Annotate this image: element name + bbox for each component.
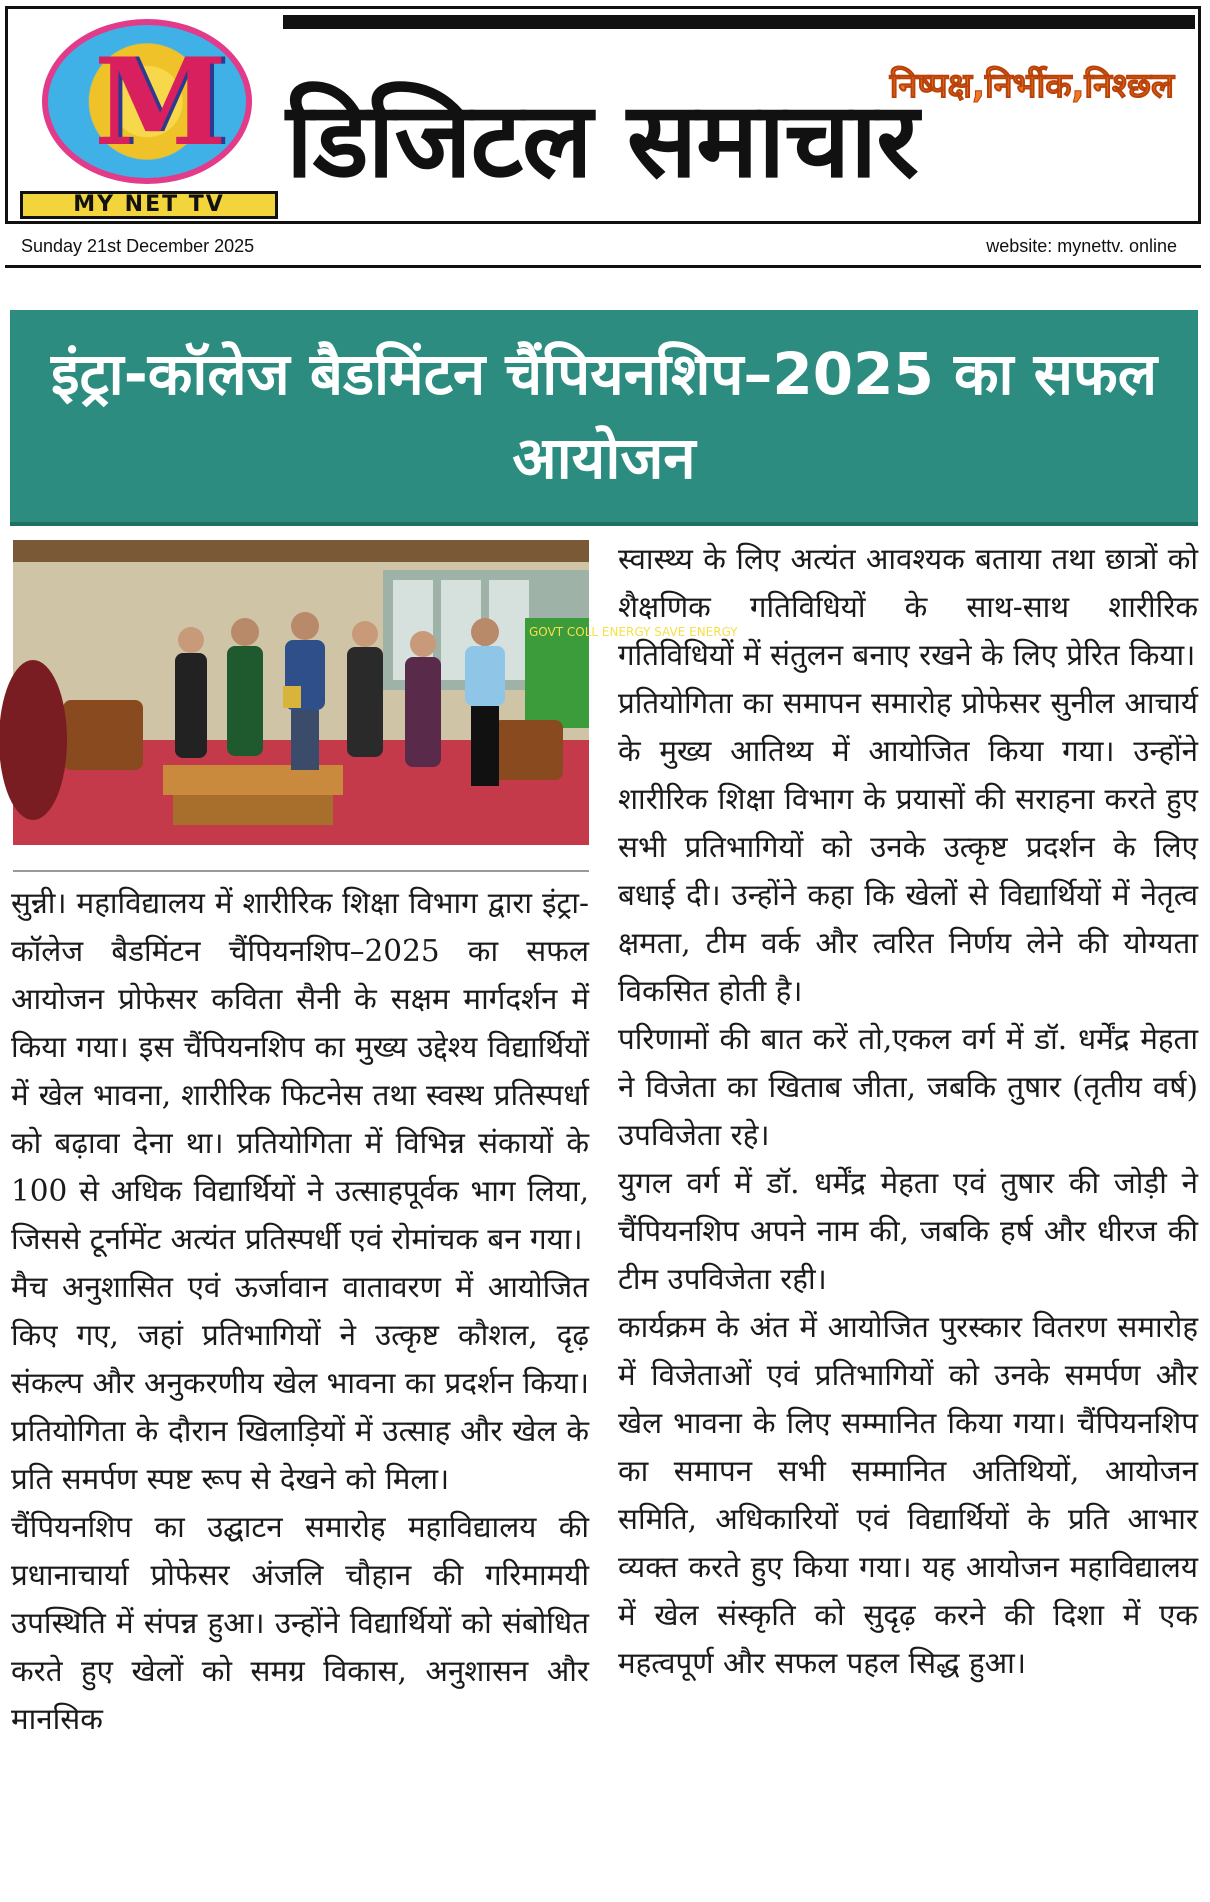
photo-banner-text: GOVT COLL ENERGY SAVE ENERGY [529, 625, 738, 639]
issue-date: Sunday 21st December 2025 [21, 236, 255, 256]
website-label: website: mynettv. online [986, 236, 1177, 256]
channel-logo [14, 15, 274, 215]
trophy-icon [283, 686, 301, 708]
masthead-tagline: निष्पक्ष,निर्भीक,निश्छल [889, 66, 1174, 106]
paper-name: डिजिटल समाचार [286, 79, 918, 201]
article-paragraph: युगल वर्ग में डॉ. धर्मेंद्र मेहता एवं तुषार की जोड़ी ने चैंपियनशिप अपने नाम की, जबकि हर्ष और धीरज की टीम उपविजेता रही। [618, 1166, 1198, 1296]
event-photo [13, 540, 738, 845]
logo-text: MY NET TV [20, 191, 278, 219]
article-column-right [618, 535, 1198, 1895]
article-paragraph: परिणामों की बात करें तो,एकल वर्ग में डॉ. धर्मेंद्र मेहता ने विजेता का खिताब जीता, जबकि तुषार (तृतीय वर्ष) उपविजेता रहे। [618, 1022, 1198, 1152]
article-paragraph: कार्यक्रम के अंत में आयोजित पुरस्कार वितरण समारोह में विजेताओं एवं प्रतिभागियों को उनके समर्पण और खेल भावना के लिए सम्मानित किया गया। चैंपियनशिप का समापन सभी सम्मानित अतिथियों, आयोजन समिति, अधिकारियों एवं विद्यार्थियों के प्रति आभार व्यक्त करते हुए किया गया। यह आयोजन महाविद्यालय में खेल संस्कृति को सुदृढ़ करने की दिशा में एक महत्वपूर्ण और सफल पहल सिद्ध हुआ। [618, 1310, 1198, 1680]
photo-divider [13, 870, 589, 872]
masthead [5, 6, 1201, 224]
article-paragraph: मैच अनुशासित एवं ऊर्जावान वातावरण में आयोजित किए गए, जहां प्रतिभागियों ने उत्कृष्ट कौशल, दृढ़ संकल्प और अनुकरणीय खेल भावना का प्रदर्शन किया। प्रतियोगिता के दौरान खिलाड़ियों में उत्साह और खेल के प्रति समर्पण स्पष्ट रूप से देखने को मिला। [11, 1270, 589, 1496]
article-paragraph: सुन्नी। महाविद्यालय में शारीरिक शिक्षा विभाग द्वारा इंट्रा-कॉलेज बैडमिंटन चैंपियनशिप–2025 का सफल आयोजन प्रोफेसर कविता सैनी के सक्षम मार्गदर्शन में किया गया। इस चैंपियनशिप का मुख्य उद्देश्य विद्यार्थियों में खेल भावना, शारीरिक फिटनेस तथा स्वस्थ प्रतिस्पर्धा को बढ़ावा देना था। प्रतियोगिता में विभिन्न संकायों के 100 से अधिक विद्यार्थियों ने उत्साहपूर्वक भाग लिया, जिससे टूर्नामेंट अत्यंत प्रतिस्पर्धी एवं रोमांचक बन गया। [11, 886, 589, 1256]
date-bar [5, 224, 1201, 268]
masthead-top-bar [283, 15, 1195, 29]
article-paragraph: चैंपियनशिप का उद्घाटन समारोह महाविद्यालय की प्रधानाचार्या प्रोफेसर अंजलि चौहान की गरिमामयी उपस्थिति में संपन्न हुआ। उन्होंने विद्यार्थियों को संबोधित करते हुए खेलों को समग्र विकास, अनुशासन और मानसिक [11, 1510, 589, 1736]
logo-m-icon: M [94, 32, 221, 173]
event-photo-illustration [13, 540, 738, 845]
article-headline: इंट्रा-कॉलेज बैडमिंटन चैंपियनशिप–2025 का सफल आयोजन [10, 310, 1198, 526]
article-paragraph: प्रतियोगिता का समापन समारोह प्रोफेसर सुनील आचार्य के मुख्य आतिथ्य में आयोजित किया गया। उन्होंने शारीरिक शिक्षा विभाग के प्रयासों की सराहना करते हुए सभी प्रतिभागियों को उनके उत्कृष्ट प्रदर्शन के लिए बधाई दी। उन्होंने कहा कि खेलों से विद्यार्थियों में नेतृत्व क्षमता, टीम वर्क और त्वरित निर्णय लेने की योग्यता विकसित होती है। [618, 686, 1198, 1008]
article-paragraph: स्वास्थ्य के लिए अत्यंत आवश्यक बताया तथा छात्रों को शैक्षणिक गतिविधियों के साथ-साथ शारीरिक गतिविधियों में संतुलन बनाए रखने के लिए प्रेरित किया। [618, 542, 1198, 672]
article-column-left [11, 879, 589, 1889]
